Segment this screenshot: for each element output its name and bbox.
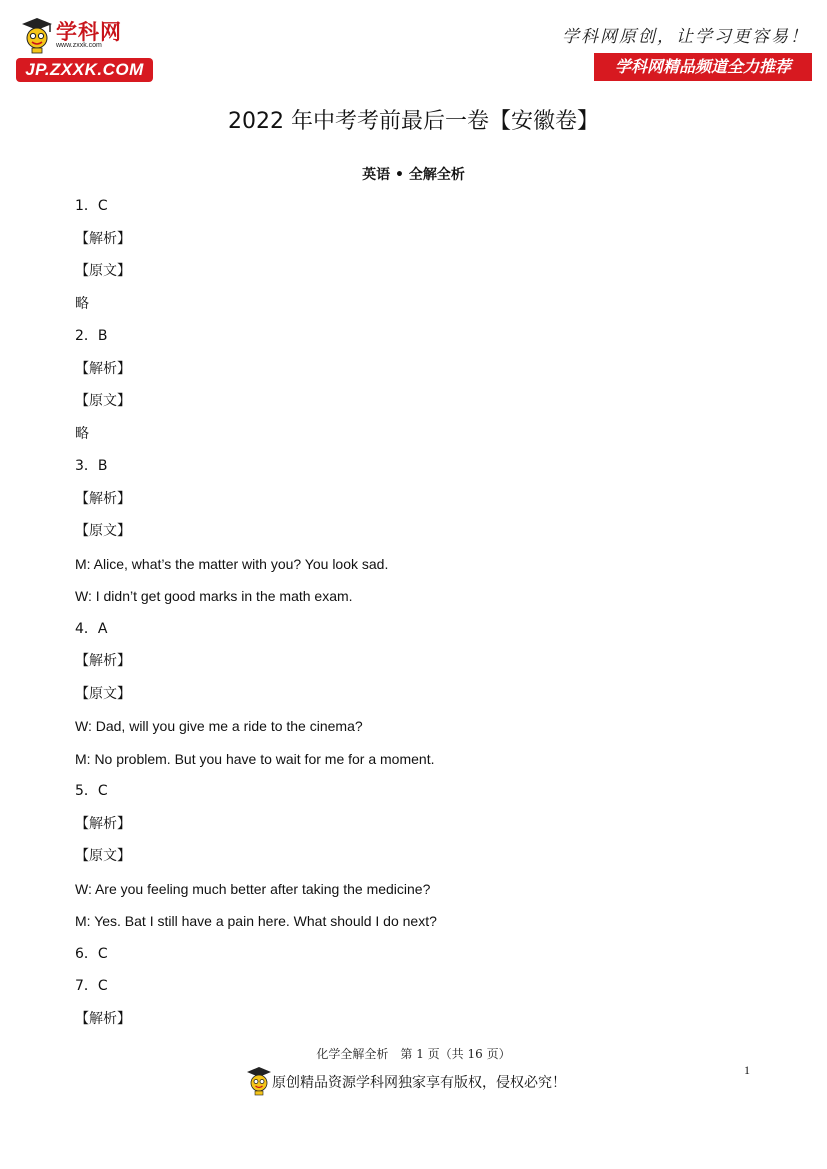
header-slogan: 学科网原创，让学习更容易！ bbox=[562, 27, 809, 47]
analysis-heading: 【解析】 bbox=[75, 653, 131, 669]
dialogue-line: M: Alice, what’s the matter with you? You look sad. bbox=[75, 555, 389, 572]
logo-badge[interactable]: JP.ZXXK.COM bbox=[16, 58, 153, 82]
transcript-omitted: 略 bbox=[75, 425, 89, 442]
transcript-heading: 【原文】 bbox=[75, 848, 131, 864]
transcript-heading: 【原文】 bbox=[75, 523, 131, 539]
analysis-heading: 【解析】 bbox=[75, 815, 131, 832]
answer-line: 1．C bbox=[75, 198, 108, 214]
footer-page-info: 化学全解全析 第 1 页（共 16 页） bbox=[316, 1047, 511, 1061]
answer-line: 3．B bbox=[75, 458, 108, 474]
dialogue-line: M: Yes. Bat I still have a pain here. What should I do next? bbox=[75, 913, 437, 929]
copyright-notice: 原创精品资源学科网独家享有版权，侵权必究！ bbox=[272, 1075, 566, 1091]
analysis-heading: 【解析】 bbox=[75, 360, 131, 377]
answer-line: 7．C bbox=[75, 978, 108, 994]
analysis-heading: 【解析】 bbox=[75, 1010, 131, 1027]
channel-badge[interactable]: 学科网精品频道全力推荐 bbox=[594, 53, 812, 81]
answer-line: 4．A bbox=[75, 620, 108, 637]
transcript-omitted: 略 bbox=[75, 295, 89, 312]
dialogue-line: W: Dad, will you give me a ride to the cinema? bbox=[75, 718, 363, 734]
answer-line: 6．C bbox=[75, 945, 108, 962]
answer-line: 5．C bbox=[75, 783, 108, 799]
logo-brand-text: 学科网 bbox=[56, 20, 122, 44]
site-logo[interactable] bbox=[16, 14, 156, 84]
document-subtitle: 英语 • 全解全析 bbox=[362, 167, 465, 183]
mascot-icon bbox=[20, 16, 54, 54]
answer-line: 2．B bbox=[75, 328, 108, 344]
page-number: 1 bbox=[744, 1063, 750, 1077]
document-body bbox=[75, 195, 755, 1040]
document-title: 2022 年中考考前最后一卷【安徽卷】 bbox=[228, 109, 599, 134]
transcript-heading: 【原文】 bbox=[75, 263, 131, 279]
mascot-icon bbox=[246, 1066, 272, 1096]
transcript-heading: 【原文】 bbox=[75, 393, 131, 409]
logo-site-url: www.zxxk.com bbox=[56, 42, 102, 49]
transcript-heading: 【原文】 bbox=[75, 685, 131, 702]
dialogue-line: W: Are you feeling much better after taking the medicine? bbox=[75, 880, 431, 897]
dialogue-line: W: I didn’t get good marks in the math exam. bbox=[75, 588, 353, 604]
analysis-heading: 【解析】 bbox=[75, 490, 131, 507]
analysis-heading: 【解析】 bbox=[75, 230, 131, 247]
dialogue-line: M: No problem. But you have to wait for me for a moment. bbox=[75, 750, 435, 767]
